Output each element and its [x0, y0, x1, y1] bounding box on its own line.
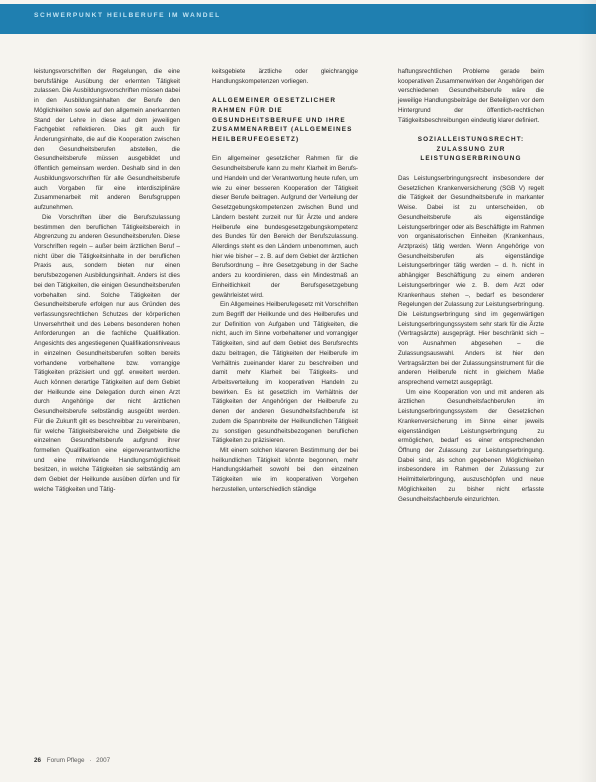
section-heading: ALLGEMEINER GESETZLICHER RAHMEN FÜR DIE GESUNDHEITSBERUFE UND IHRE ZUSAMMENARBEIT (ALLGEMEINES HEILBERUFEGESETZ)	[212, 97, 353, 144]
paragraph: Mit einem solchen klareren Bestimmung der bei heilkundlichen Tätigkeit könnte begonnen, mehr Handlungsklarheit sowohl bei den einzelnen Tätigkeiten wie im kooperativen Vorgehen herzustellen, unterschiedlich ständige	[212, 447, 358, 493]
running-header-band	[0, 4, 596, 34]
paragraph: Das Leistungserbringungsrecht insbesondere der Gesetzlichen Krankenversicherung (SGB V) regelt die Tätigkeit der Gesundheitsberufe in markanter Weise. Dabei ist zu unterscheiden, ob Gesundheitsberufe als eigenständige Leistungserbringer oder als Beschäftigte im Rahmen von organisatorischen Einheiten (Krankenhaus, Arztpraxis) tätig werden. Wenn Angehörige von Gesundheitsberufen als eigenständige Leistungserbringer tätig werden – d. h. nicht in abhängiger Beschäftigung zu einem anderen Leistungserbringer wie z. B. dem Arzt oder Krankenhaus stehen –, bedarf es besonderer Regelungen der Zulassung zur Leistungserbringung. Die Leistungserbringung sind im gegenwärtigen Leistungserbringungssystem sehr stark für die Ärzte (Vertragsärzte) ausgeprägt. Hier beschränkt sich – von Ausnahmen abgesehen – die Zulassungsauswahl. Anders ist hier den Vertragsärzten bei der Zulassungsinstrument für die anderen Heilberufe nicht in gleichem Maße ansprechend vernetzt ausgeprägt.	[398, 174, 544, 386]
paragraph: leistungsvorschriften der Regelungen, die eine berufsfähige Ausübung der erlernten Tätigkeit zulassen. Die Ausbildungsvorschriften müssen dabei in den Ausbildungsinhalten der Berufe den Möglichkeiten sowie auf den allgemein anerkannten Stand der Lehre in diese auf dem jeweiligen Fachgebiet reflektieren. Dies gilt auch für Änderungsinhalte, die auf die Kooperation zwischen den Gesundheitsberufen abstellen, die Gesundheitsberufe müssen ausgebildet und öffentlich gemeinsam werden. Deshalb sind in den Ausbildungsvorschriften für alle Gesundheitsberufe auch Vorgaben für eine interdisziplinäre Zusammenarbeit mit anderen Berufsgruppen aufzunehmen.	[34, 68, 180, 212]
text-column-left	[34, 67, 180, 495]
paragraph: haftungsrechtlichen Probleme gerade beim kooperativen Zusammenwirken der Angehörigen der verschiedenen Gesundheitsberufe wäre die jeweilige Handlungsbeiträge der Beteiligten vor dem Hintergrund der öffentlich-rechtlichen Tätigkeitsbeschreibungen eindeutig klarer definiert.	[398, 68, 544, 124]
paragraph: keitsgebiete ärztliche oder gleichrangige Handlungskompetenzen vorliegen.	[212, 68, 358, 85]
journal-name: Forum Pflege	[46, 757, 85, 764]
spacer	[212, 86, 358, 96]
running-header-title: SCHWERPUNKT HEILBERUFE IM WANDEL	[34, 12, 221, 19]
paragraph: Ein Allgemeines Heilberufegesetz mit Vorschriften zum Begriff der Heilkunde und des Heilberufes und zur Definition von Aufgaben und Tätigkeiten, die nicht, auch im Sinne vorbehaltener und vorrangiger Tätigkeiten, sind auf dem Gebiet des Berufsrechts dazu beitragen, die Tätigkeiten der Heilberufe im Verhältnis zueinander klarer zu beschreiben und damit mehr Klarheit bei Tätigkeits- und Arbeitsverteilung im kooperativen Handeln zu bewirken. Es ist gesetzlich im Verhältnis der Tätigkeiten der Angehörigen der Heilberufe zu denen der anderen Gesundheitsfachberufe ist zudem die Spannbreite der Heilkundlichen Tätigkeit zu sonstigen gesundheitsbezogenen beruflichen Tätigkeiten zu präzisieren.	[212, 301, 358, 445]
paragraph: Um eine Kooperation von und mit anderen als ärztlichen Gesundheitsfachberufen im Leistungserbringungssystem der Gesetzlichen Krankenversicherung im Sinne einer jeweils eigenständigen Leistungserbringung zu ermöglichen, bedarf es einer entsprechenden Öffnung der Zulassung zur Leistungserbringung. Dabei sind, als schon gegebenen Möglichkeiten insbesondere im Rahmen der Zulassung zur Heilmittelerbringung, auszuschöpfen und neue Möglichkeiten zu bisher nicht erfasste Gesundheitsfachberufe einzurichten.	[398, 388, 544, 503]
spacer	[212, 145, 358, 155]
journal-issue: 2007	[96, 757, 111, 764]
page-number: 26	[34, 757, 42, 764]
spacer	[398, 125, 544, 135]
footer-separator: ·	[89, 757, 92, 764]
text-column-right	[398, 67, 544, 504]
paragraph: Die Vorschriften über die Berufszulassung bestimmen den beruflichen Tätigkeitsbereich in Abgrenzung zu anderen Gesundheitsberufen. Diese Vorschriften regeln – außer beim ärztlichen Beruf – nicht über die Tätigkeitsinhalte in der beruflichen Praxis aus, sondern bieten nur einen berufsbezogenen Ausbildungsinhalt. Anders ist dies bei den Tätigkeiten, die einigen Gesundheitsberufen vorbehalten sind. Solche Tätigkeiten der Gesundheitsberufe erfolgen nur aus Gründen des verfassungsrechtlichen Schutzes der körperlichen Unversehrtheit und des Lebens besonderen hohen Anforderungen an die fachliche Qualifikation. Angesichts des angestiegenen Qualifikationsniveaus in einzelnen Gesundheitsberufen sollten bereits vorhandene vorbehaltene bzw. vorrangige Tätigkeiten präzisiert und ggf. erweitert werden. Auch können derartige Tätigkeiten auf dem Gebiet der Heilkunde eine Delegation durch einen Arzt durch Angehörige der nicht ärztlichen Gesundheitsberufe selbständig ausgeübt werden. Für die Zukunft gilt es beschreibbar zu vereinbaren, für welche Tätigkeitsbereiche und Zielgebiete die einzelnen Gesundheitsberufe aufgrund ihrer formellen Qualifikation eine eigenverantwortliche und eine mitwirkende Handlungsmöglichkeit besitzen, in welche Tätigkeiten sie selbständig am dem Gebiet der Heilkunde ausüben dürfen und für welche Tätigkeiten und Tätig-	[34, 213, 180, 493]
paragraph: Ein allgemeiner gesetzlicher Rahmen für die Gesundheitsberufe kann zu mehr Klarheit im Berufs- und Handeln und der Verantwortung heute rufen, um wie zu einer besseren Kooperation der Tätigkeit dieser Berufe beitragen. Aufgrund der Verteilung der Gesetzgebungskompetenzen zwischen Bund und Ländern besteht zurzeit nur für Ärzte und andere Heilberufe eine bundesgesetzgebungskompetenz des Bundes für den Bereich der Berufszulassung. Allerdings steht es den Ländern unbenommen, auch hier wie bisher – z. B. auf dem Gebiet der ärztlichen Berufsordnung – ihre Gesetzgebung in der Sache anders zu koordinieren, dass ein Mindestmaß an Einheitlichkeit der Berufsgesetzgebung gewährleistet wird.	[212, 155, 358, 299]
section-heading: SOZIALLEISTUNGSRECHT: ZULASSUNG ZUR LEISTUNGSERBRINGUNG	[417, 136, 525, 163]
spacer	[398, 164, 544, 174]
page-edge-shadow	[578, 0, 596, 782]
text-column-middle	[212, 67, 358, 495]
page-footer	[34, 757, 110, 764]
